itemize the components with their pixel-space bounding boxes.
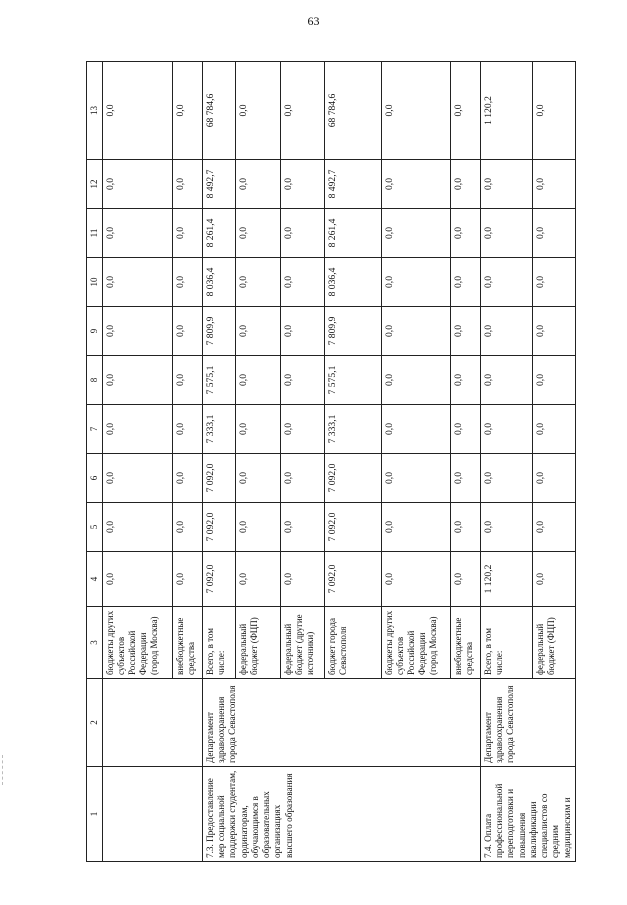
- value-cell: 0,0: [381, 405, 450, 454]
- measure-cell: 7.4. Оплата профессиональной переподготовки и повышения квалификации специалистов со средним медицинским и: [480, 767, 575, 862]
- value-cell: 0,0: [280, 356, 324, 405]
- column-number: 1: [87, 767, 103, 862]
- column-number: 5: [87, 503, 103, 552]
- value-cell: 0,0: [381, 209, 450, 258]
- column-number: 3: [87, 607, 103, 679]
- value-cell: 0,0: [172, 62, 202, 160]
- value-cell: 0,0: [533, 209, 575, 258]
- value-cell: 7 575,1: [202, 356, 235, 405]
- value-cell: 0,0: [102, 552, 172, 607]
- value-cell: 0,0: [480, 503, 532, 552]
- value-cell: 7 092,0: [324, 503, 381, 552]
- value-cell: 0,0: [235, 405, 280, 454]
- value-cell: 0,0: [172, 258, 202, 307]
- value-cell: 0,0: [172, 552, 202, 607]
- rotated-table-wrapper: [86, 62, 572, 862]
- value-cell: 0,0: [172, 454, 202, 503]
- value-cell: 0,0: [172, 405, 202, 454]
- value-cell: 0,0: [533, 160, 575, 209]
- measure-cell: 7.3. Предоставление мер социальной поддержки студентам, ординаторам, обучающимся в образовательных организациях высшего образования: [202, 767, 480, 862]
- value-cell: 0,0: [450, 552, 480, 607]
- value-cell: 1 120,2: [480, 62, 532, 160]
- value-cell: 0,0: [280, 307, 324, 356]
- value-cell: 0,0: [450, 307, 480, 356]
- value-cell: 7 092,0: [202, 552, 235, 607]
- value-cell: 0,0: [533, 356, 575, 405]
- value-cell: 0,0: [480, 160, 532, 209]
- value-cell: 8 261,4: [324, 209, 381, 258]
- value-cell: 0,0: [102, 62, 172, 160]
- value-cell: 8 492,7: [324, 160, 381, 209]
- column-number: 9: [87, 307, 103, 356]
- value-cell: 0,0: [381, 258, 450, 307]
- value-cell: 0,0: [280, 454, 324, 503]
- table-row: [102, 62, 172, 862]
- funding-source-cell: федеральный бюджет (ФЦП): [235, 607, 280, 679]
- value-cell: 0,0: [480, 209, 532, 258]
- value-cell: 0,0: [533, 307, 575, 356]
- column-number: 10: [87, 258, 103, 307]
- value-cell: 0,0: [381, 356, 450, 405]
- value-cell: 0,0: [480, 356, 532, 405]
- value-cell: 0,0: [280, 405, 324, 454]
- value-cell: 0,0: [235, 209, 280, 258]
- value-cell: 7 092,0: [202, 454, 235, 503]
- value-cell: 0,0: [450, 405, 480, 454]
- funding-source-cell: Всего, в том числе:: [480, 607, 532, 679]
- value-cell: 0,0: [381, 62, 450, 160]
- funding-source-cell: бюджет города Севастополя: [324, 607, 381, 679]
- column-number: 2: [87, 679, 103, 767]
- value-cell: 0,0: [381, 552, 450, 607]
- value-cell: 0,0: [480, 258, 532, 307]
- table-row: [202, 62, 235, 862]
- value-cell: 0,0: [450, 454, 480, 503]
- value-cell: 0,0: [450, 209, 480, 258]
- value-cell: 0,0: [480, 405, 532, 454]
- funding-source-cell: внебюджетные средства: [450, 607, 480, 679]
- value-cell: 0,0: [235, 503, 280, 552]
- value-cell: 0,0: [235, 258, 280, 307]
- value-cell: 0,0: [280, 209, 324, 258]
- value-cell: 0,0: [450, 503, 480, 552]
- value-cell: 0,0: [102, 503, 172, 552]
- value-cell: 0,0: [172, 356, 202, 405]
- funding-source-cell: внебюджетные средства: [172, 607, 202, 679]
- funding-source-cell: федеральный бюджет (другие источники): [280, 607, 324, 679]
- value-cell: 7 092,0: [324, 552, 381, 607]
- value-cell: 0,0: [381, 454, 450, 503]
- column-number: 8: [87, 356, 103, 405]
- column-number: 6: [87, 454, 103, 503]
- value-cell: 0,0: [533, 258, 575, 307]
- value-cell: 7 575,1: [324, 356, 381, 405]
- value-cell: 0,0: [533, 405, 575, 454]
- value-cell: 0,0: [280, 160, 324, 209]
- value-cell: 7 333,1: [202, 405, 235, 454]
- column-number: 13: [87, 62, 103, 160]
- value-cell: 0,0: [381, 307, 450, 356]
- value-cell: 7 092,0: [202, 503, 235, 552]
- column-number: 7: [87, 405, 103, 454]
- funding-source-cell: Всего, в том числе:: [202, 607, 235, 679]
- executor-cell: Департамент здравоохранения города Севастополя: [202, 679, 480, 767]
- value-cell: 0,0: [533, 503, 575, 552]
- column-number-row: [87, 62, 103, 862]
- value-cell: 7 092,0: [324, 454, 381, 503]
- value-cell: 0,0: [172, 307, 202, 356]
- value-cell: 0,0: [235, 454, 280, 503]
- value-cell: 0,0: [235, 307, 280, 356]
- value-cell: 0,0: [235, 552, 280, 607]
- value-cell: 0,0: [172, 160, 202, 209]
- value-cell: 0,0: [381, 503, 450, 552]
- column-number: 11: [87, 209, 103, 258]
- value-cell: 0,0: [533, 454, 575, 503]
- budget-table: [86, 61, 576, 862]
- value-cell: 8 036,4: [202, 258, 235, 307]
- funding-source-cell: бюджеты других субъектов Российской Федерации (город Москва): [102, 607, 172, 679]
- value-cell: 1 120,2: [480, 552, 532, 607]
- value-cell: 0,0: [102, 258, 172, 307]
- value-cell: 0,0: [172, 209, 202, 258]
- value-cell: 0,0: [102, 160, 172, 209]
- table-row: [480, 62, 532, 862]
- value-cell: 8 261,4: [202, 209, 235, 258]
- value-cell: 7 809,9: [202, 307, 235, 356]
- value-cell: 68 784,6: [202, 62, 235, 160]
- value-cell: 0,0: [381, 160, 450, 209]
- value-cell: 7 809,9: [324, 307, 381, 356]
- value-cell: 0,0: [102, 405, 172, 454]
- value-cell: 0,0: [533, 62, 575, 160]
- value-cell: 0,0: [235, 160, 280, 209]
- value-cell: 0,0: [235, 356, 280, 405]
- value-cell: 8 036,4: [324, 258, 381, 307]
- executor-cell: Департамент здравоохранения города Севастополя: [480, 679, 575, 767]
- value-cell: 0,0: [102, 454, 172, 503]
- value-cell: 0,0: [280, 258, 324, 307]
- value-cell: 0,0: [280, 503, 324, 552]
- column-number: 4: [87, 552, 103, 607]
- value-cell: 0,0: [172, 503, 202, 552]
- value-cell: 0,0: [450, 160, 480, 209]
- measure-cell: [102, 767, 202, 862]
- funding-source-cell: федеральный бюджет (ФЦП): [533, 607, 575, 679]
- value-cell: 0,0: [235, 62, 280, 160]
- value-cell: 8 492,7: [202, 160, 235, 209]
- value-cell: 0,0: [280, 552, 324, 607]
- value-cell: 0,0: [480, 307, 532, 356]
- value-cell: 0,0: [533, 552, 575, 607]
- page-number: 63: [307, 14, 320, 28]
- value-cell: 0,0: [102, 307, 172, 356]
- value-cell: 0,0: [450, 62, 480, 160]
- value-cell: 0,0: [102, 356, 172, 405]
- column-number: 12: [87, 160, 103, 209]
- value-cell: 0,0: [280, 62, 324, 160]
- value-cell: 0,0: [102, 209, 172, 258]
- value-cell: 0,0: [480, 454, 532, 503]
- value-cell: 68 784,6: [324, 62, 381, 160]
- value-cell: 0,0: [450, 356, 480, 405]
- value-cell: 0,0: [450, 258, 480, 307]
- executor-cell: [102, 679, 202, 767]
- scan-margin-mark: [2, 755, 4, 785]
- value-cell: 7 333,1: [324, 405, 381, 454]
- funding-source-cell: бюджеты других субъектов Российской Федерации (город Москва): [381, 607, 450, 679]
